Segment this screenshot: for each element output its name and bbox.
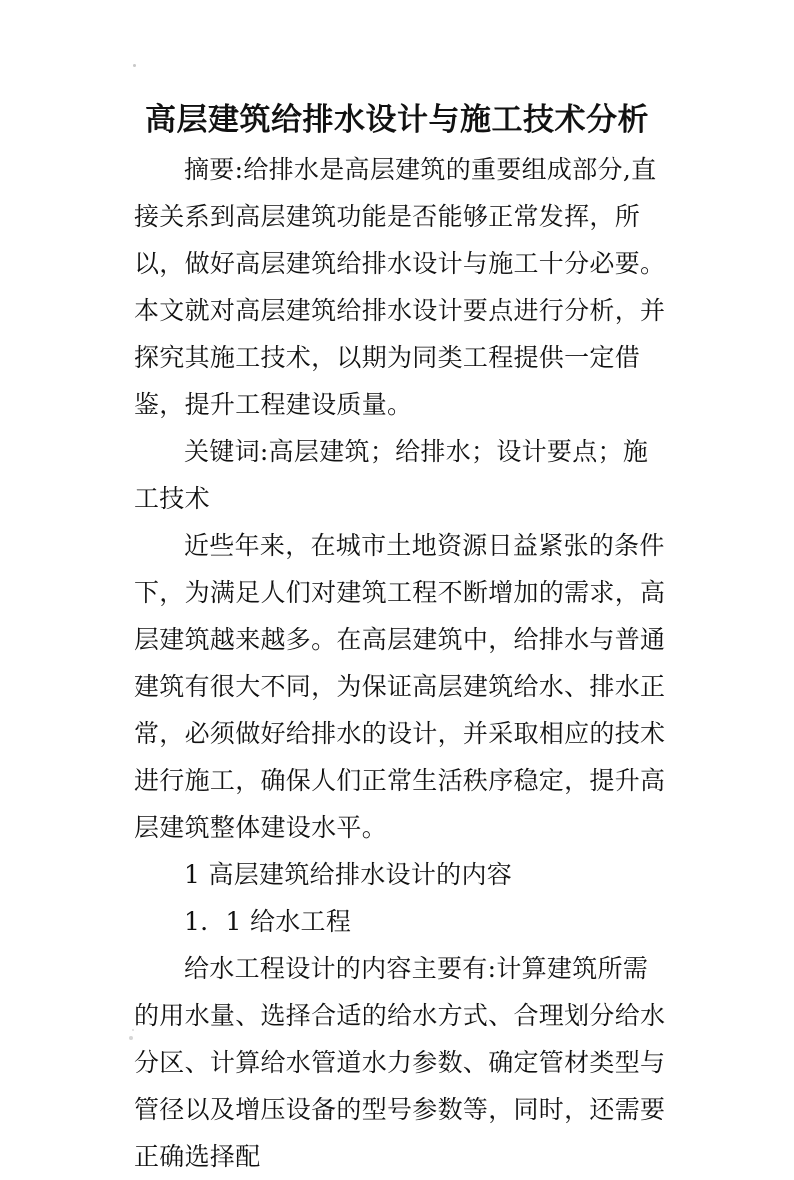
body-paragraph: 给水工程设计的内容主要有:计算建筑所需的用水量、选择合适的给水方式、合理划分给水分区、计算给水管道水力参数、确定管材类型与管径以及增压设备的型号参数等，同时，还需要正确选择配 xyxy=(134,954,666,1171)
document-body xyxy=(134,146,670,1180)
scan-speck xyxy=(133,64,136,67)
scan-speck xyxy=(129,1036,133,1040)
document-title: 高层建筑给排水设计与施工技术分析 xyxy=(145,102,649,138)
keywords-paragraph: 关键词:高层建筑；给排水；设计要点；施工技术 xyxy=(134,437,649,513)
section-heading: 1 高层建筑给排水设计的内容 xyxy=(184,860,513,889)
subsection-heading: 1．1 给水工程 xyxy=(184,907,352,936)
intro-paragraph: 近些年来，在城市土地资源日益紧张的条件下，为满足人们对建筑工程不断增加的需求，高层建筑越来越多。在高层建筑中，给排水与普通建筑有很大不同，为保证高层建筑给水、排水正常，必须做好给排水的设计，并采取相应的技术进行施工，确保人们正常生活秩序稳定，提升高层建筑整体建设水平。 xyxy=(134,531,666,842)
abstract-paragraph: 摘要:给排水是高层建筑的重要组成部分,直接关系到高层建筑功能是否能够正常发挥，所以，做好高层建筑给排水设计与施工十分必要。本文就对高层建筑给排水设计要点进行分析，并探究其施工技术，以期为同类工程提供一定借鉴，提升工程建设质量。 xyxy=(134,155,666,419)
